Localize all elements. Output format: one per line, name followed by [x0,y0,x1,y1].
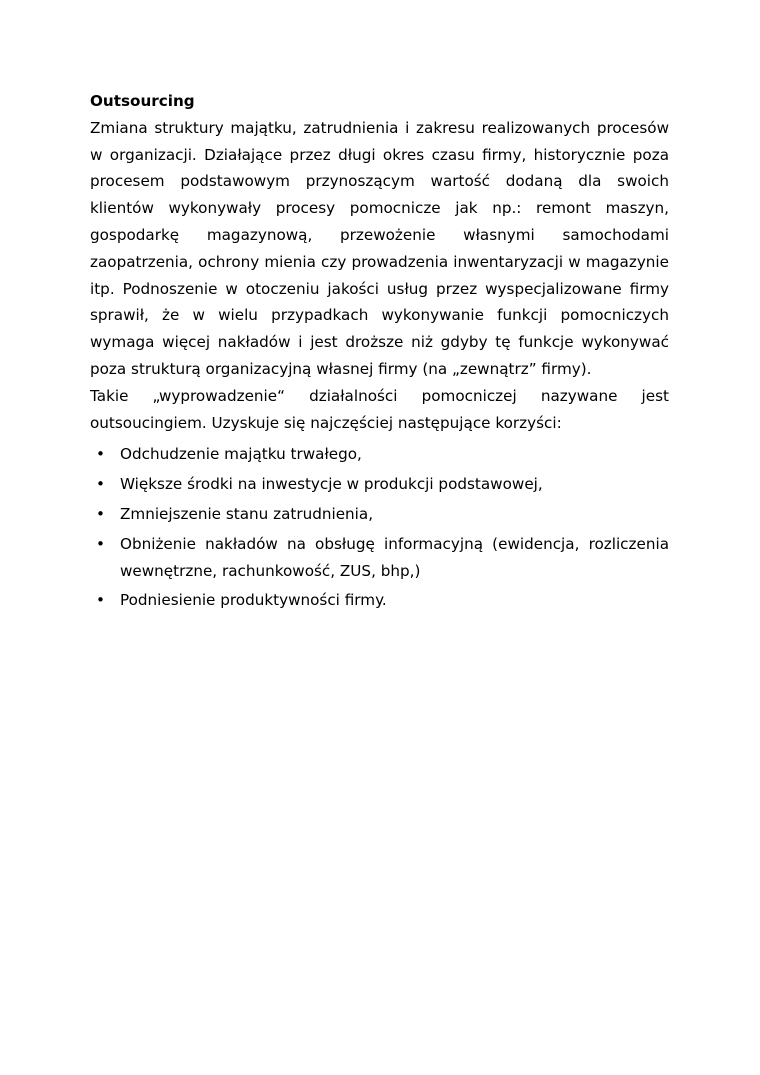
list-item [90,531,669,585]
bullet-icon: • [96,504,105,523]
benefits-list [90,441,669,614]
bullet-icon: • [96,534,105,553]
document-title: Outsourcing [90,92,195,110]
list-item [90,587,669,614]
bullet-icon: • [96,591,105,610]
list-item [90,441,669,468]
benefits-intro-paragraph: Takie „wyprowadzenie“ działalności pomocniczej nazywane jest outsoucingiem. Uzyskuje się najczęściej następujące korzyści: [90,386,669,432]
list-item-text: Większe środki na inwestycje w produkcji podstawowej, [120,475,543,494]
list-item [90,501,669,528]
document-page [90,88,669,617]
bullet-icon: • [96,445,105,464]
list-item [90,471,669,498]
bullet-icon: • [96,475,105,494]
list-item-text: Zmniejszenie stanu zatrudnienia, [120,504,374,523]
intro-paragraph: Zmiana struktury majątku, zatrudnienia i zakresu realizowanych procesów w organizacji. Działające przez długi okres czasu firmy, historycznie poza procesem podstawowym przynoszącym wartość dodaną dla swoich klientów wykonywały procesy pomocnicze jak np.: remont maszyn, gospodarkę magazynową, przewożenie własnymi samochodami zaopatrzenia, ochrony mienia czy prowadzenia inwentaryzacji w magazynie itp. Podnoszenie w otoczeniu jakości usług przez wyspecjalizowane firmy sprawił, że w wielu przypadkach wykonywanie funkcji pomocniczych wymaga więcej nakładów i jest droższe niż gdyby tę funkcje wykonywać poza strukturą organizacyjną własnej firmy (na „zewnątrz” firmy). [90,118,669,378]
list-item-text: Podniesienie produktywności firmy. [120,591,387,610]
list-item-text: Obniżenie nakładów na obsługę informacyjną (ewidencja, rozliczenia wewnętrzne, rachunkowość, ZUS, bhp,) [120,534,669,580]
list-item-text: Odchudzenie majątku trwałego, [120,445,362,464]
